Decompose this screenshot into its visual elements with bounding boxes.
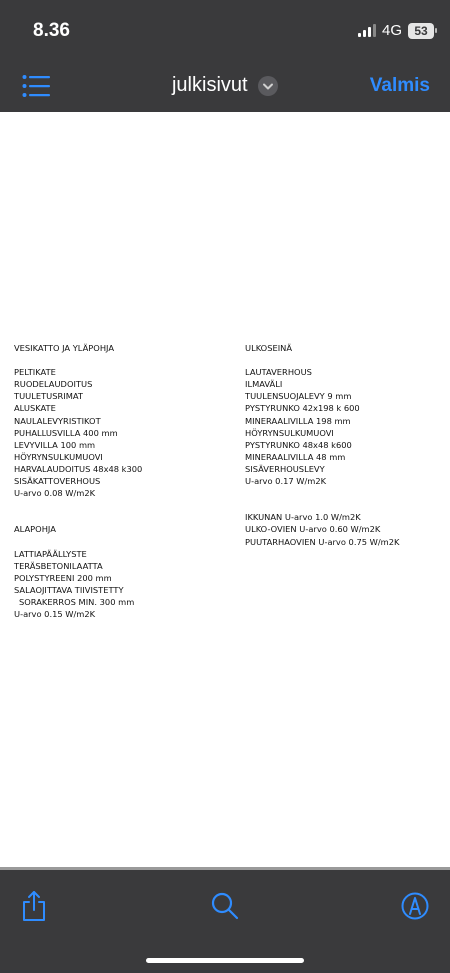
wall-item: MINERAALIVILLA 48 mm xyxy=(245,451,346,462)
status-time: 8.36 xyxy=(33,20,70,41)
floor-item: LATTIAPÄÄLLYSTE xyxy=(14,548,87,559)
roof-item: HARVALAUDOITUS 48x48 k300 xyxy=(14,463,143,474)
floor-item: POLYSTYREENI 200 mm xyxy=(14,572,112,583)
floor-item: SALAOJITTAVA TIIVISTETTY xyxy=(14,584,124,595)
floor-item: TERÄSBETONILAATTA xyxy=(14,560,103,571)
roof-item: U-arvo 0.08 W/m2K xyxy=(14,488,96,499)
wall-item: ILMAVÄLI xyxy=(245,379,283,390)
cellular-signal-icon xyxy=(358,24,376,37)
wall-item: PYSTYRUNKO 48x48 k600 xyxy=(245,439,352,450)
document-title: julkisivut xyxy=(171,74,248,96)
done-button[interactable]: Valmis xyxy=(369,75,430,96)
left-column xyxy=(14,342,142,620)
battery-icon: 53 xyxy=(408,23,434,39)
wall-item: PYSTYRUNKO 42x198 k 600 xyxy=(245,403,360,414)
document-page[interactable] xyxy=(0,112,450,867)
roof-item: TUULETUSRIMAT xyxy=(14,391,83,402)
status-indicators xyxy=(358,22,434,39)
right-column xyxy=(245,342,399,548)
roof-item: HÖYRYNSULKUMUOVI xyxy=(14,451,103,462)
markup-icon xyxy=(400,890,430,922)
wall-item: TUULENSUOJALEVY 9 mm xyxy=(245,391,352,402)
floor-item: SORAKERROS MIN. 300 mm xyxy=(19,596,135,607)
search-icon xyxy=(210,890,240,922)
opening-item: IKKUNAN U-arvo 1.0 W/m2K xyxy=(245,512,361,523)
wall-item: MINERAALIVILLA 198 mm xyxy=(245,415,351,426)
share-icon xyxy=(20,890,48,922)
markup-button[interactable] xyxy=(400,890,430,922)
status-bar xyxy=(0,0,450,62)
wall-heading: ULKOSEINÄ xyxy=(245,343,293,353)
navigation-bar xyxy=(0,62,450,112)
share-button[interactable] xyxy=(20,890,50,922)
wall-item: HÖYRYNSULKUMUOVI xyxy=(245,427,334,438)
floor-item: U-arvo 0.15 W/m2K xyxy=(14,609,96,620)
roof-heading: VESIKATTO JA YLÄPOHJA xyxy=(14,343,115,353)
opening-item: ULKO-OVIEN U-arvo 0.60 W/m2K xyxy=(245,524,381,535)
roof-item: PUHALLUSVILLA 400 mm xyxy=(14,427,118,438)
roof-item: PELTIKATE xyxy=(14,367,56,378)
roof-item: RUODELAUDOITUS xyxy=(14,379,93,390)
roof-item: LEVYVILLA 100 mm xyxy=(14,439,96,450)
roof-item: ALUSKATE xyxy=(14,403,56,414)
network-type: 4G xyxy=(381,22,402,39)
search-button[interactable] xyxy=(210,890,240,922)
opening-item: PUUTARHAOVIEN U-arvo 0.75 W/m2K xyxy=(245,536,400,547)
wall-item: LAUTAVERHOUS xyxy=(245,367,312,378)
wall-item: U-arvo 0.17 W/m2K xyxy=(245,476,327,487)
floor-heading: ALAPOHJA xyxy=(14,524,56,535)
chevron-down-icon xyxy=(258,76,278,96)
roof-item: NAULALEVYRISTIKOT xyxy=(14,415,101,426)
home-indicator[interactable] xyxy=(146,958,304,963)
wall-item: SISÄVERHOUSLEVY xyxy=(245,463,325,474)
roof-item: SISÄKATTOVERHOUS xyxy=(14,476,101,487)
